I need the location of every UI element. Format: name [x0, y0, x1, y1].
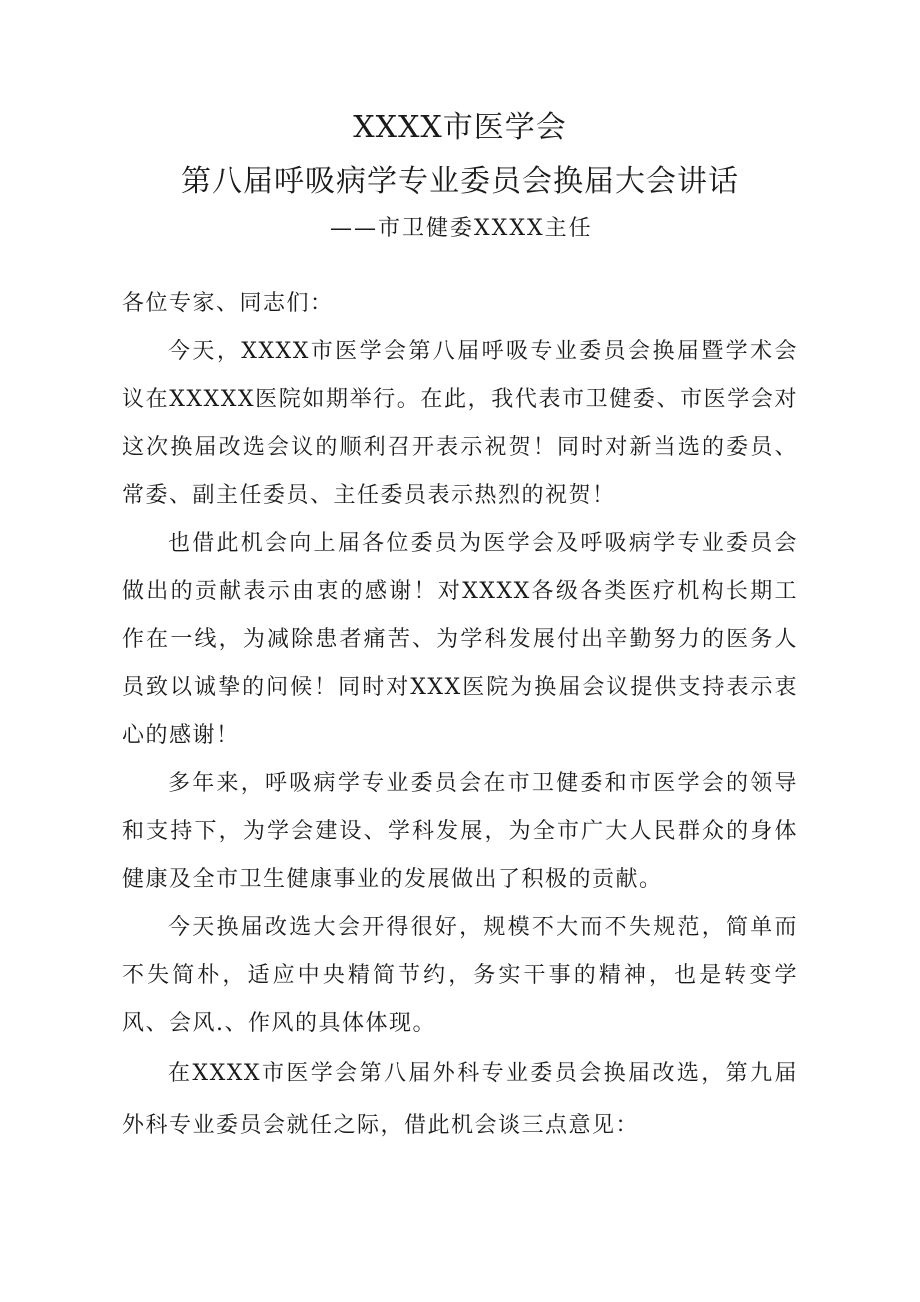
paragraph: 也借此机会向上届各位委员为医学会及呼吸病学专业委员会做出的贡献表示由衷的感谢！对XXXX各级各类医疗机构长期工作在一线，为减除患者痛苦、为学科发展付出辛勤努力的医务人员致以诚挚的问候！同时对XXX医院为换届会议提供支持表示衷心的感谢！: [122, 531, 798, 748]
greeting: 各位专家、同志们：: [122, 291, 334, 316]
paragraph: 今天换届改选大会开得很好，规模不大而不失规范，简单而不失简朴，适应中央精简节约，务实干事的精神，也是转变学风、会风.、作风的具体体现。: [122, 915, 798, 1036]
paragraph: 在XXXX市医学会第八届外科专业委员会换届改选，第九届外科专业委员会就任之际，借此机会谈三点意见：: [122, 1061, 798, 1138]
paragraph: 多年来，呼吸病学专业委员会在市卫健委和市医学会的领导和支持下，为学会建设、学科发展，为全市广大人民群众的身体健康及全市卫生健康事业的发展做出了积极的贡献。: [122, 771, 798, 892]
document-title-line-2: 第八届呼吸病学专业委员会换届大会讲话: [181, 164, 739, 199]
paragraph: 今天，XXXX市医学会第八届呼吸专业委员会换届暨学术会议在XXXXX医院如期举行。在此，我代表市卫健委、市医学会对这次换届改选会议的顺利召开表示祝贺！同时对新当选的委员、常委、副主任委员、主任委员表示热烈的祝贺！: [122, 339, 798, 508]
document-title-line-1: XXXX市医学会: [353, 110, 567, 145]
document-subtitle: ——市卫健委XXXX主任: [330, 216, 593, 241]
